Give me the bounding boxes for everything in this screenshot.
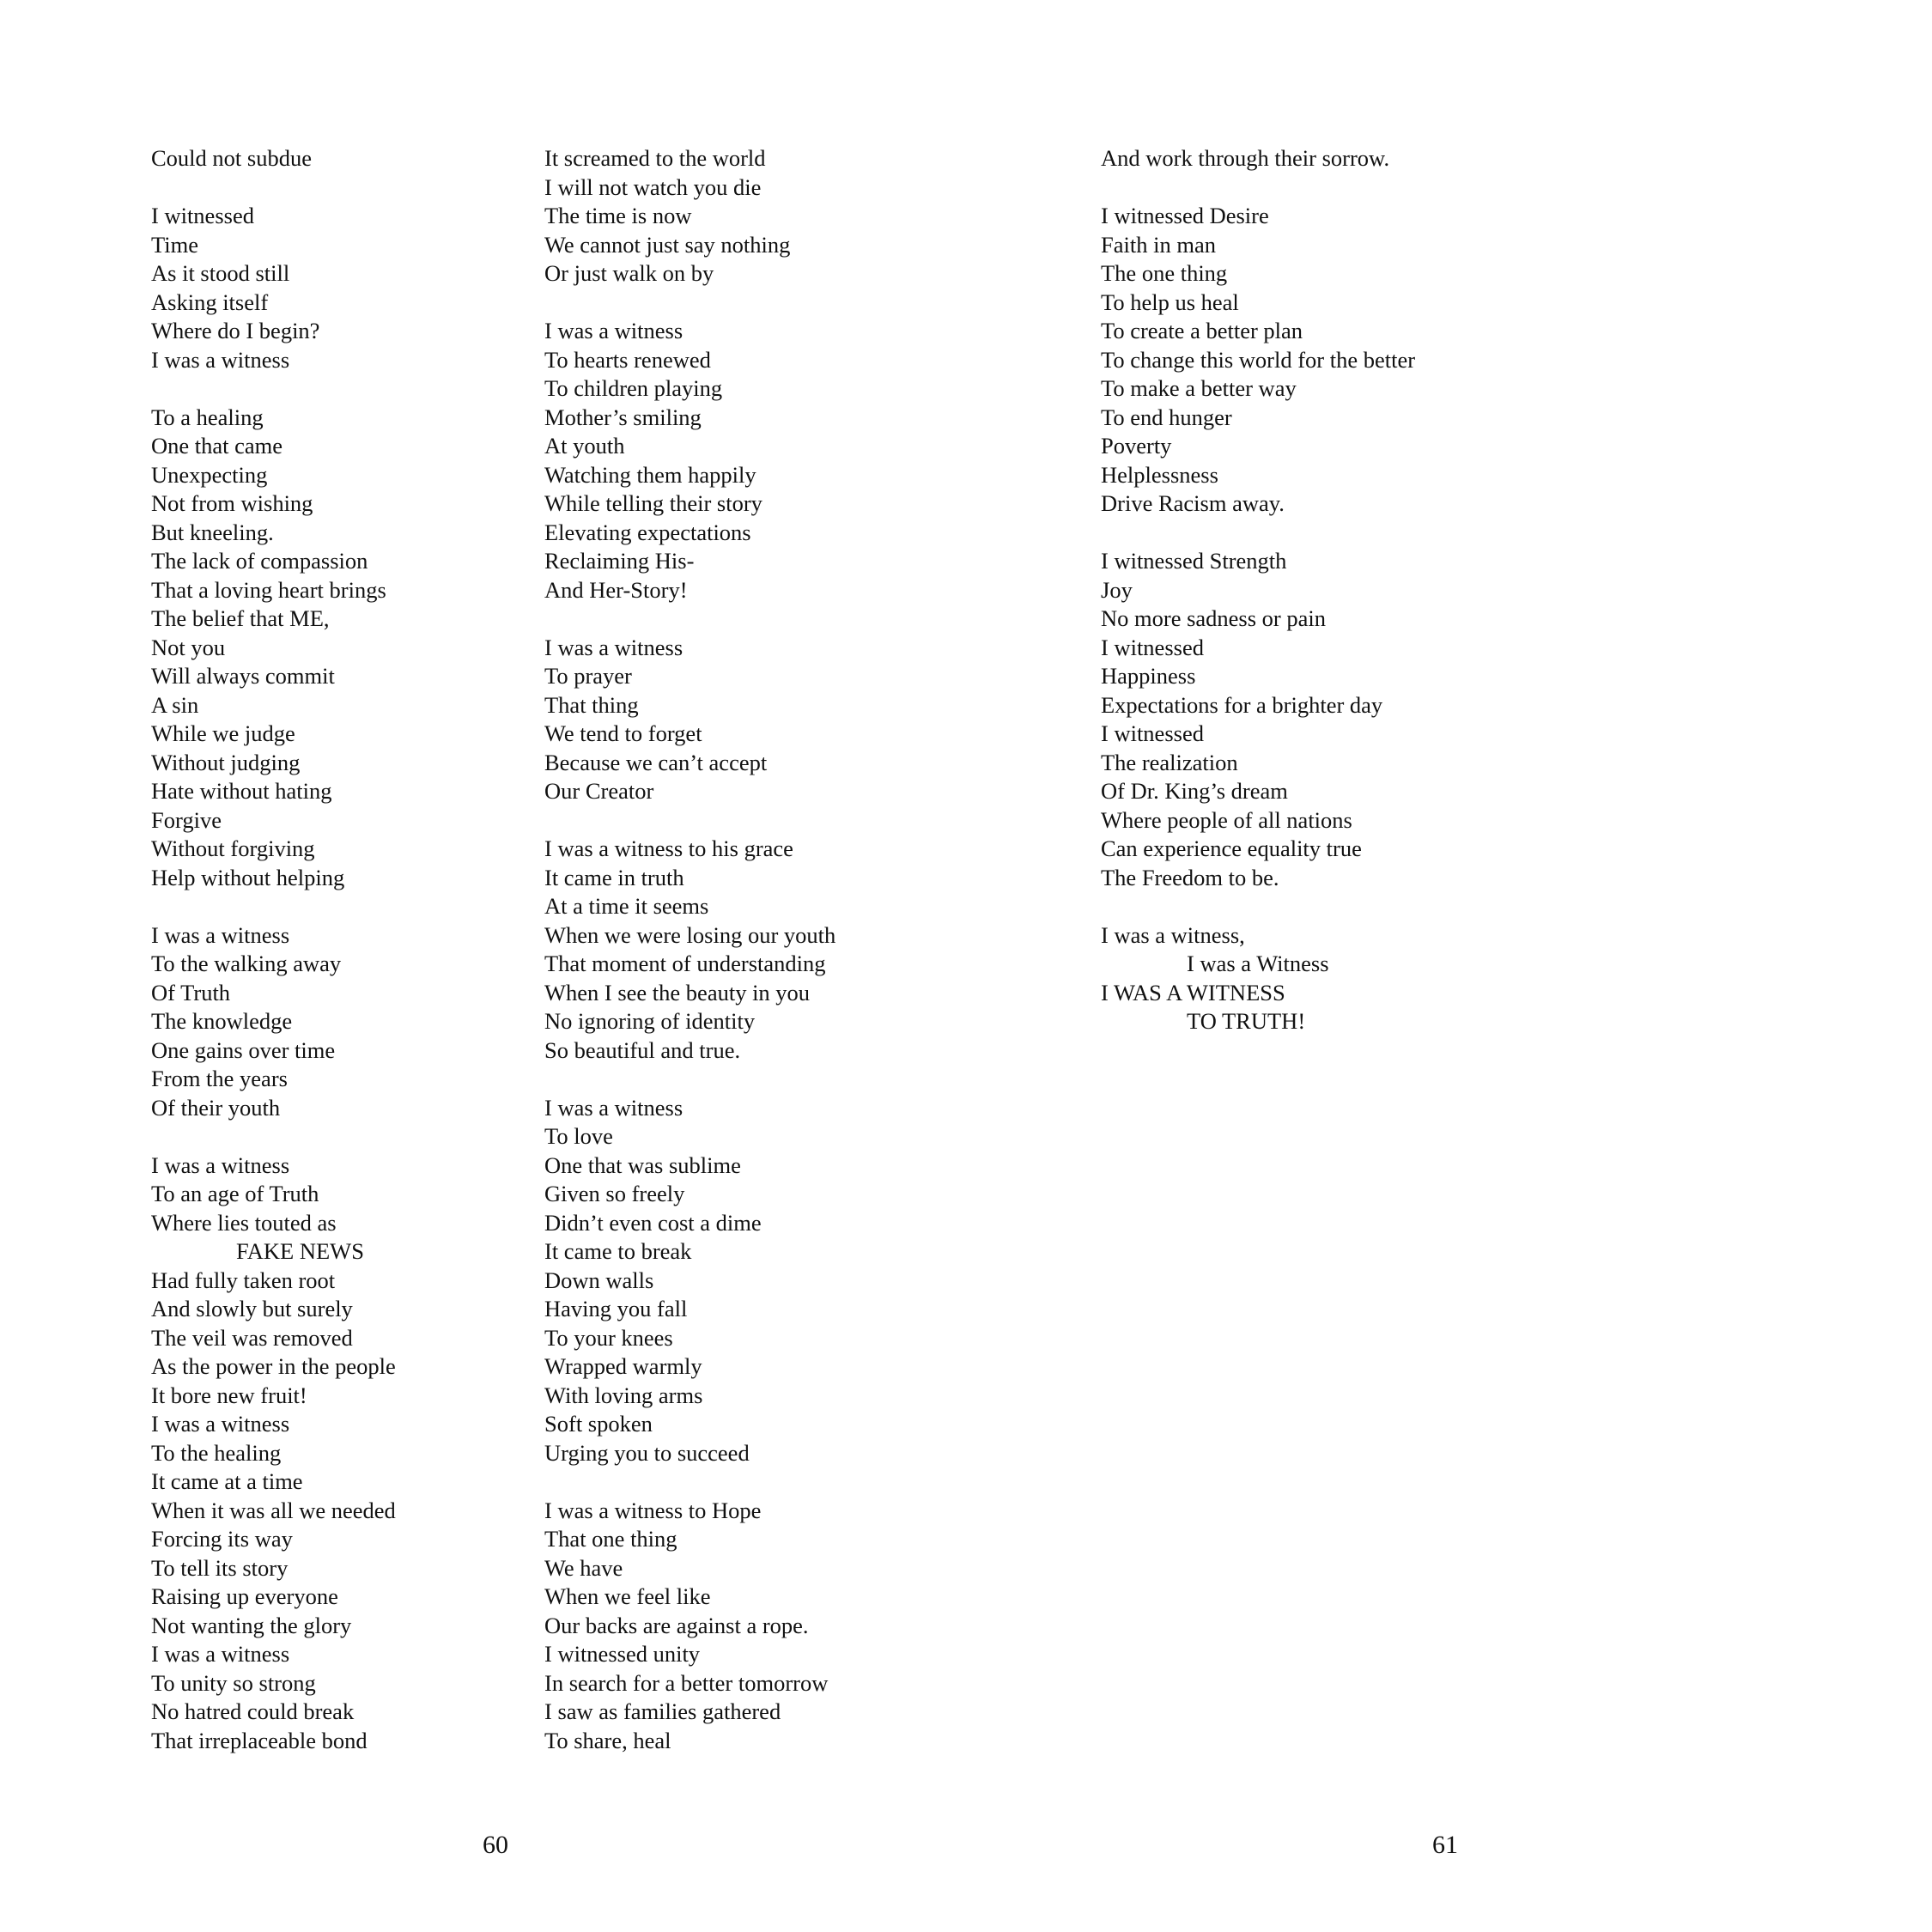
poem-line: Drive Racism away. xyxy=(1101,490,1285,516)
poem-line: Watching them happily xyxy=(544,461,756,488)
poem-line: Expectations for a brighter day xyxy=(1101,691,1383,718)
stanza-break xyxy=(151,173,396,203)
poem-line: That one thing xyxy=(544,1526,677,1552)
poem-line: Faith in man xyxy=(1101,231,1216,258)
poem-line: I was a witness xyxy=(151,346,290,373)
poem-line: To love xyxy=(544,1123,613,1149)
poem-line: That moment of understanding xyxy=(544,951,826,976)
poem-line: Can experience equality true xyxy=(1101,835,1362,861)
poem-line: To your knees xyxy=(544,1324,673,1351)
poem-line: To hearts renewed xyxy=(544,346,711,373)
poem-line: Wrapped warmly xyxy=(544,1353,702,1379)
poem-line: One that was sublime xyxy=(544,1151,741,1178)
poem-line: Our Creator xyxy=(544,778,654,804)
poem-line: It came to break xyxy=(544,1238,692,1264)
poem-line: Happiness xyxy=(1101,663,1196,689)
poem-line: No hatred could break xyxy=(151,1698,355,1724)
poem-line: I was a witness xyxy=(544,1094,683,1121)
poem-line: Mother’s smiling xyxy=(544,404,702,430)
poem-line: Without judging xyxy=(151,749,301,775)
poem-line: Our backs are against a rope. xyxy=(544,1612,809,1638)
poem-line: FAKE NEWS xyxy=(236,1238,364,1264)
poem-line: At a time it seems xyxy=(544,893,709,919)
stanza-break xyxy=(1101,892,1415,921)
poem-line: When it was all we needed xyxy=(151,1497,396,1523)
poem-line: Of Truth xyxy=(151,979,231,1005)
poem-line: Having you fall xyxy=(544,1296,688,1321)
page-number-right: 61 xyxy=(1432,1831,1458,1859)
poem-line: The belief that ME, xyxy=(151,605,330,631)
poem-line: Asking itself xyxy=(151,289,269,315)
poem-line: I was a witness xyxy=(544,634,683,660)
poem-line: Time xyxy=(151,231,198,258)
poem-line: As it stood still xyxy=(151,260,290,286)
poem-line: No ignoring of identity xyxy=(544,1008,756,1034)
stanza-break xyxy=(1101,173,1415,203)
poem-line: The time is now xyxy=(544,203,692,228)
poem-line: While we judge xyxy=(151,720,295,746)
poem-line: I witnessed xyxy=(151,203,254,228)
poem-line: To a healing xyxy=(151,404,264,430)
poem-line: Where people of all nations xyxy=(1101,806,1352,833)
poem-line: To change this world for the better xyxy=(1101,346,1416,373)
poem-line: To help us heal xyxy=(1101,289,1239,315)
poem-line: The one thing xyxy=(1101,260,1228,286)
poem-line: I witnessed xyxy=(1101,634,1204,660)
stanza-break xyxy=(544,1467,835,1497)
poem-line: I WAS A WITNESS xyxy=(1101,979,1285,1005)
poem-line: The veil was removed xyxy=(151,1324,353,1351)
poem-line: Didn’t even cost a dime xyxy=(544,1209,762,1236)
poem-line: I saw as families gathered xyxy=(544,1698,781,1724)
stanza-break xyxy=(544,289,835,318)
poem-line: Or just walk on by xyxy=(544,260,714,286)
poem-line: A sin xyxy=(151,691,199,718)
poem-line: To share, heal xyxy=(544,1727,671,1753)
poem-line: I witnessed Strength xyxy=(1101,548,1287,574)
poem-line: From the years xyxy=(151,1066,288,1091)
poem-line: Of their youth xyxy=(151,1094,281,1121)
poem-line: It came at a time xyxy=(151,1468,303,1494)
poem-line: Not from wishing xyxy=(151,490,313,516)
poem-line: Forcing its way xyxy=(151,1526,293,1552)
poem-line: At youth xyxy=(544,433,625,459)
poem-line: I witnessed Desire xyxy=(1101,203,1269,228)
stanza-break xyxy=(151,374,396,404)
stanza-break xyxy=(151,892,396,921)
poem-line: Joy xyxy=(1101,576,1133,603)
poem-line: Forgive xyxy=(151,806,222,833)
poem-line: To an age of Truth xyxy=(151,1181,319,1206)
poem-line: But kneeling. xyxy=(151,519,274,545)
poem-line: I was a witness xyxy=(151,1151,290,1178)
poem-line: And work through their sorrow. xyxy=(1101,145,1390,171)
poem-line: I was a witness to Hope xyxy=(544,1497,762,1523)
poem-line: I was a witness xyxy=(151,1641,290,1667)
poem-column-right-page xyxy=(1101,144,1415,1036)
poem-line: So beautiful and true. xyxy=(544,1036,741,1063)
poem-line: Where lies touted as xyxy=(151,1209,337,1236)
poem-line: TO TRUTH! xyxy=(1187,1008,1306,1034)
poem-line: I was a witness xyxy=(544,318,683,343)
poem-line: Will always commit xyxy=(151,663,335,689)
poem-line: I was a witness xyxy=(151,1411,290,1437)
poem-line: That irreplaceable bond xyxy=(151,1727,368,1753)
stanza-break xyxy=(1101,519,1415,548)
stanza-break xyxy=(544,605,835,634)
poem-line: Urging you to succeed xyxy=(544,1439,750,1466)
poem-line: To prayer xyxy=(544,663,632,689)
poem-line: Could not subdue xyxy=(151,145,312,171)
poem-line: I will not watch you die xyxy=(544,173,762,200)
poem-line: To make a better way xyxy=(1101,375,1297,401)
poem-line: One that came xyxy=(151,433,283,459)
poem-line: I witnessed xyxy=(1101,720,1204,746)
poem-column-left-page xyxy=(151,144,396,1755)
poem-line: To the walking away xyxy=(151,951,342,976)
poem-line: Down walls xyxy=(544,1267,654,1293)
poem-line: Unexpecting xyxy=(151,461,268,488)
poem-line: Raising up everyone xyxy=(151,1583,338,1609)
poem-line: Elevating expectations xyxy=(544,519,751,545)
poem-line: To unity so strong xyxy=(151,1669,316,1696)
poem-line: Poverty xyxy=(1101,433,1172,459)
poem-line: When we were losing our youth xyxy=(544,921,836,948)
poem-line: The lack of compassion xyxy=(151,548,368,574)
poem-line: I was a witness xyxy=(151,921,290,948)
poem-line: The realization xyxy=(1101,749,1238,775)
poem-line: It bore new fruit! xyxy=(151,1382,307,1408)
poem-line: Reclaiming His- xyxy=(544,548,695,574)
poem-line: I was a witness to his grace xyxy=(544,835,793,861)
poem-line: I was a Witness xyxy=(1187,951,1329,976)
poem-line: That thing xyxy=(544,691,639,718)
poem-line: I was a witness, xyxy=(1101,921,1245,948)
stanza-break xyxy=(151,1122,396,1151)
poem-line: Without forgiving xyxy=(151,835,315,861)
poem-line: As the power in the people xyxy=(151,1353,396,1379)
stanza-break xyxy=(544,1065,835,1094)
poem-line: To children playing xyxy=(544,375,723,401)
poem-line: We cannot just say nothing xyxy=(544,231,791,258)
poem-line: When I see the beauty in you xyxy=(544,979,811,1005)
poem-line: Soft spoken xyxy=(544,1411,653,1437)
poem-line: Because we can’t accept xyxy=(544,749,768,775)
poem-line: The knowledge xyxy=(151,1008,293,1034)
page-number-left: 60 xyxy=(483,1831,508,1859)
poem-line: Where do I begin? xyxy=(151,318,320,343)
poem-line: When we feel like xyxy=(544,1583,711,1609)
poem-line: One gains over time xyxy=(151,1036,336,1063)
poem-line: Hate without hating xyxy=(151,778,332,804)
poem-line: Of Dr. King’s dream xyxy=(1101,778,1288,804)
poem-line: I witnessed unity xyxy=(544,1641,701,1667)
poem-line: Help without helping xyxy=(151,864,345,890)
poem-line: To the healing xyxy=(151,1439,282,1466)
poem-line: And slowly but surely xyxy=(151,1296,353,1321)
poem-line: It screamed to the world xyxy=(544,145,766,171)
poem-line: To create a better plan xyxy=(1101,318,1303,343)
poem-line: To end hunger xyxy=(1101,404,1232,430)
poem-line: It came in truth xyxy=(544,864,684,890)
poem-line: With loving arms xyxy=(544,1382,703,1408)
poem-line: Given so freely xyxy=(544,1181,685,1206)
poem-line: In search for a better tomorrow xyxy=(544,1669,829,1696)
poem-line: We tend to forget xyxy=(544,720,702,746)
poem-line: Had fully taken root xyxy=(151,1267,336,1293)
poem-column-left-page-2 xyxy=(544,144,835,1755)
poem-line: Helplessness xyxy=(1101,461,1218,488)
poem-line: To tell its story xyxy=(151,1554,289,1581)
poem-line: And Her-Story! xyxy=(544,576,688,603)
stanza-break xyxy=(544,806,835,835)
poem-line: Not you xyxy=(151,634,226,660)
poem-line: Not wanting the glory xyxy=(151,1612,352,1638)
poem-line: That a loving heart brings xyxy=(151,576,386,603)
poem-line: No more sadness or pain xyxy=(1101,605,1326,631)
poem-line: While telling their story xyxy=(544,490,762,516)
poem-line: The Freedom to be. xyxy=(1101,864,1279,890)
poem-line: We have xyxy=(544,1554,623,1581)
